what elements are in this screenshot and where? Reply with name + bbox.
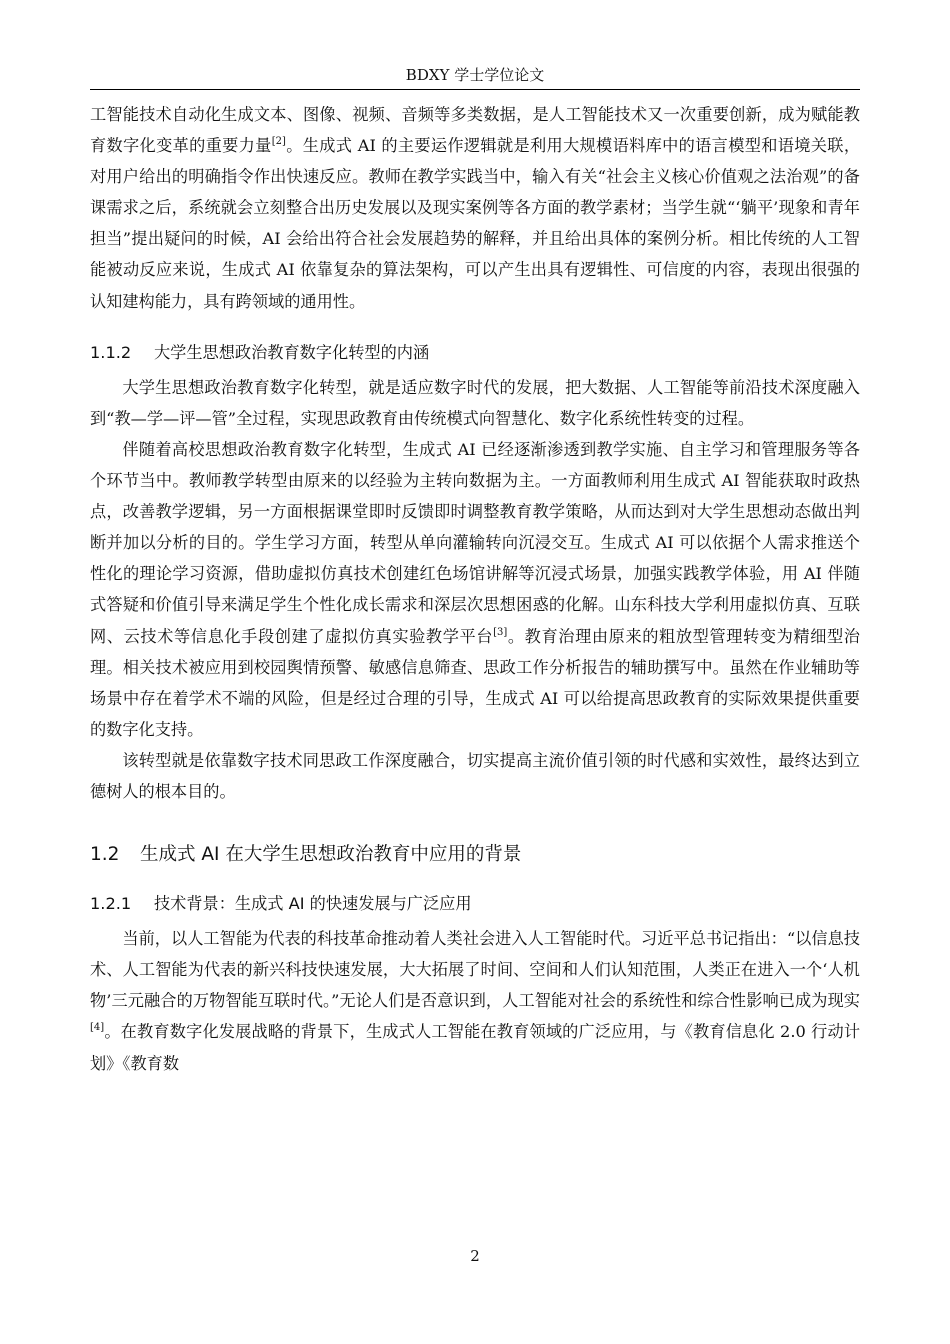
- paragraph-text: 工智能技术自动化生成文本、图像、视频、音频等多类数据，是人工智能技术又一次重要创新，成为赋能教育数字化变革的重要力量: [90, 105, 860, 156]
- paragraph-text: 。生成式 AI 的主要运作逻辑就是利用大规模语料库中的语言模型和语境关联，对用户给出的明确指令作出快速反应。教师在教学实践当中，输入有关“社会主义核心价值观之法治观”的备课需求之后，系统就会立刻整合出历史发展以及现实案例等各方面的教学素材；当学生就“‘躺平’现象和青年担当”提出疑问的时候，AI 会给出符合社会发展趋势的解释，并且给出具体的案例分析。相比传统的人工智能被动反应来说，生成式 AI 依靠复杂的算法架构，可以产生出具有逻辑性、可信度的内容，表现出很强的认知建构能力，具有跨领域的通用性。: [90, 136, 861, 311]
- section-title: 技术背景：生成式 AI 的快速发展与广泛应用: [154, 894, 472, 914]
- header-rule: [90, 89, 860, 90]
- section-heading-1-2-1: [90, 888, 860, 919]
- running-header: BDXY 学士学位论文: [405, 66, 545, 84]
- section-heading-1-1-2: [90, 337, 860, 368]
- section-title: 生成式 AI 在大学生思想政治教育中应用的背景: [140, 844, 522, 866]
- section-number: 1.1.2: [90, 342, 132, 362]
- paragraph-transformation: [90, 434, 860, 745]
- paragraph-tech-background: [90, 923, 860, 1078]
- page-number: 2: [470, 1247, 480, 1265]
- citation-ref[interactable]: [4]: [90, 1022, 105, 1034]
- paragraph-summary: 该转型就是依靠数字技术同思政工作深度融合，切实提高主流价值引领的时代感和实效性，最终达到立德树人的根本目的。: [90, 750, 860, 801]
- citation-ref[interactable]: [3]: [493, 626, 508, 638]
- section-title: 大学生思想政治教育数字化转型的内涵: [154, 342, 430, 362]
- section-number: 1.2.1: [90, 894, 132, 914]
- paragraph-text: 当前，以人工智能为代表的科技革命推动着人类社会进入人工智能时代。习近平总书记指出：“以信息技术、人工智能为代表的新兴科技快速发展，大大拓展了时间、空间和人们认知范围，人类正在进入一个‘人机物’三元融合的万物智能互联时代。”无论人们是否意识到，人工智能对社会的系统性和综合性影响已成为现实: [90, 929, 860, 1011]
- paragraph-text: 。教育治理由原来的粗放型管理转变为精细型治理。相关技术被应用到校园舆情预警、敏感信息筛查、思政工作分析报告的辅助撰写中。虽然在作业辅助等场景中存在着学术不端的风险，但是经过合理的引导，生成式 AI 可以给提高思政教育的实际效果提供重要的数字化支持。: [90, 626, 860, 739]
- paragraph-intro: [90, 99, 860, 317]
- paragraph-text: 。在教育数字化发展战略的背景下，生成式人工智能在教育领域的广泛应用，与《教育信息化 2.0 行动计划》《教育数: [90, 1022, 860, 1073]
- section-heading-1-2: [90, 839, 860, 870]
- paragraph-definition: 大学生思想政治教育数字化转型，就是适应数字时代的发展，把大数据、人工智能等前沿技术深度融入到“教—学—评—管”全过程，实现思政教育由传统模式向智慧化、数字化系统性转变的过程。: [90, 377, 860, 428]
- page-body: [90, 99, 860, 1079]
- section-number: 1.2: [90, 844, 120, 866]
- paragraph-text: 伴随着高校思想政治教育数字化转型，生成式 AI 已经逐渐渗透到教学实施、自主学习和管理服务等各个环节当中。教师教学转型由原来的以经验为主转向数据为主。一方面教师利用生成式 AI 智能获取时政热点，改善教学逻辑，另一方面根据课堂即时反馈即时调整教育教学策略，从而达到对大学生思想动态做出判断并加以分析的目的。学生学习方面，转型从单向灌输转向沉浸交互。生成式 AI 可以依据个人需求推送个性化的理论学习资源，借助虚拟仿真技术创建红色场馆讲解等沉浸式场景，加强实践教学体验，用 AI 伴随式答疑和价值引导来满足学生个性化成长需求和深层次思想困惑的化解。山东科技大学利用虚拟仿真、互联网、云技术等信息化手段创建了虚拟仿真实验教学平台: [90, 439, 860, 646]
- citation-ref[interactable]: [2]: [271, 136, 286, 148]
